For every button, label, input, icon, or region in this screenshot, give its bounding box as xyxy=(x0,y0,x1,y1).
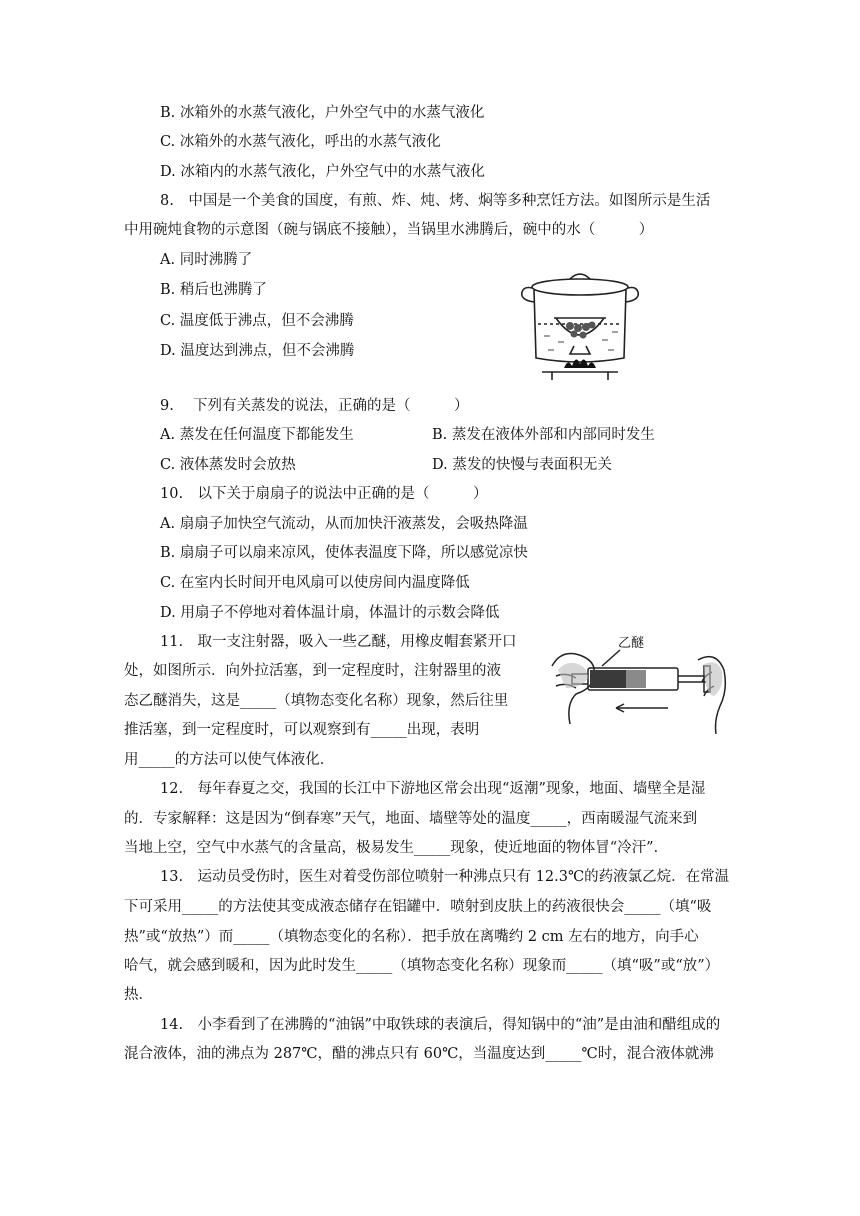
q9-option-c: C. 液体蒸发时会放热 xyxy=(160,457,296,473)
q13-line4: 哈气，就会感到暖和，因为此时发生_____（填物态变化名称）现象而_____（填“吸”或“放”） xyxy=(124,958,720,974)
q13-line2: 下可采用_____的方法使其变成液态储存在铝罐中．喷射到皮肤上的药液很快会_____（填“吸 xyxy=(124,899,712,915)
q10-option-d: D. 用扇子不停地对着体温计扇，体温计的示数会降低 xyxy=(160,605,500,621)
q7-option-b: B. 冰箱外的水蒸气液化，户外空气中的水蒸气液化 xyxy=(160,105,485,121)
q12-line1: 12. 每年春夏之交，我国的长江中下游地区常会出现“返潮”现象，地面、墙壁全是湿 xyxy=(160,781,706,797)
q8-option-c: C. 温度低于沸点，但不会沸腾 xyxy=(160,313,354,329)
q10-stem: 10. 以下关于扇扇子的说法中正确的是（ ） xyxy=(160,486,488,502)
q12-line3: 当地上空，空气中水蒸气的含量高，极易发生_____现象，使近地面的物体冒“冷汗”． xyxy=(124,840,669,856)
ether-label: 乙醚 xyxy=(618,636,645,651)
q8-stem-line1: 8. 中国是一个美食的国度，有煎、炸、炖、烤、焖等多种烹饪方法。如图所示是生活 xyxy=(160,193,711,209)
q8-option-a: A. 同时沸腾了 xyxy=(160,252,253,268)
q7-option-c: C. 冰箱外的水蒸气液化，呼出的水蒸气液化 xyxy=(160,134,441,150)
q12-line2: 的．专家解释：这是因为“倒春寒”天气，地面、墙壁等处的温度_____，西南暖湿气流来到 xyxy=(124,811,698,827)
q9-option-b: B. 蒸发在液体外部和内部同时发生 xyxy=(432,427,655,443)
q14-line1: 14. 小李看到了在沸腾的“油锅”中取铁球的表演后，得知锅中的“油”是由油和醋组成的 xyxy=(160,1017,721,1033)
q7-option-d: D. 冰箱内的水蒸气液化，户外空气中的水蒸气液化 xyxy=(160,164,485,180)
q11-line4: 推活塞，到一定程度时，可以观察到有_____出现，表明 xyxy=(124,722,480,738)
q10-option-a: A. 扇扇子加快空气流动，从而加快汗液蒸发，会吸热降温 xyxy=(160,516,528,532)
q11-line5: 用_____的方法可以使气体液化． xyxy=(124,752,335,768)
q13-line5: 热． xyxy=(124,987,153,1003)
syringe-figure xyxy=(548,636,728,736)
q11-line2: 处，如图所示．向外拉活塞，到一定程度时，注射器里的液 xyxy=(124,663,501,679)
q8-option-d: D. 温度达到沸点，但不会沸腾 xyxy=(160,343,355,359)
q9-option-a: A. 蒸发在任何温度下都能发生 xyxy=(160,427,354,443)
q14-line2: 混合液体，油的沸点为 287℃，醋的沸点只有 60℃，当温度达到_____℃时，混合液体就沸 xyxy=(124,1046,714,1062)
q11-line3: 态乙醚消失，这是_____（填物态变化名称）现象，然后往里 xyxy=(124,693,509,709)
q13-line1: 13. 运动员受伤时，医生对着受伤部位喷射一种沸点只有 12.3℃的药液氯乙烷．在常温 xyxy=(160,869,730,885)
q10-option-c: C. 在室内长时间开电风扇可以使房间内温度降低 xyxy=(160,575,470,591)
q8-stem-line2: 中用碗炖食物的示意图（碗与锅底不接触），当锅里水沸腾后，碗中的水（ ） xyxy=(124,222,654,238)
q10-option-b: B. 扇扇子可以扇来凉风，使体表温度下降，所以感觉凉快 xyxy=(160,545,528,561)
q8-option-b: B. 稍后也沸腾了 xyxy=(160,282,267,298)
q9-stem: 9. 下列有关蒸发的说法，正确的是（ ） xyxy=(160,398,469,414)
q9-option-d: D. 蒸发的快慢与表面积无关 xyxy=(432,457,612,473)
pot-bowl-figure xyxy=(512,262,648,384)
q11-line1: 11. 取一支注射器，吸入一些乙醚，用橡皮帽套紧开口 xyxy=(160,634,517,650)
q13-line3: 热”或“放热”）而_____（填物态变化的名称）．把手放在离嘴约 2 cm 左右的地方，向手心 xyxy=(124,929,699,945)
